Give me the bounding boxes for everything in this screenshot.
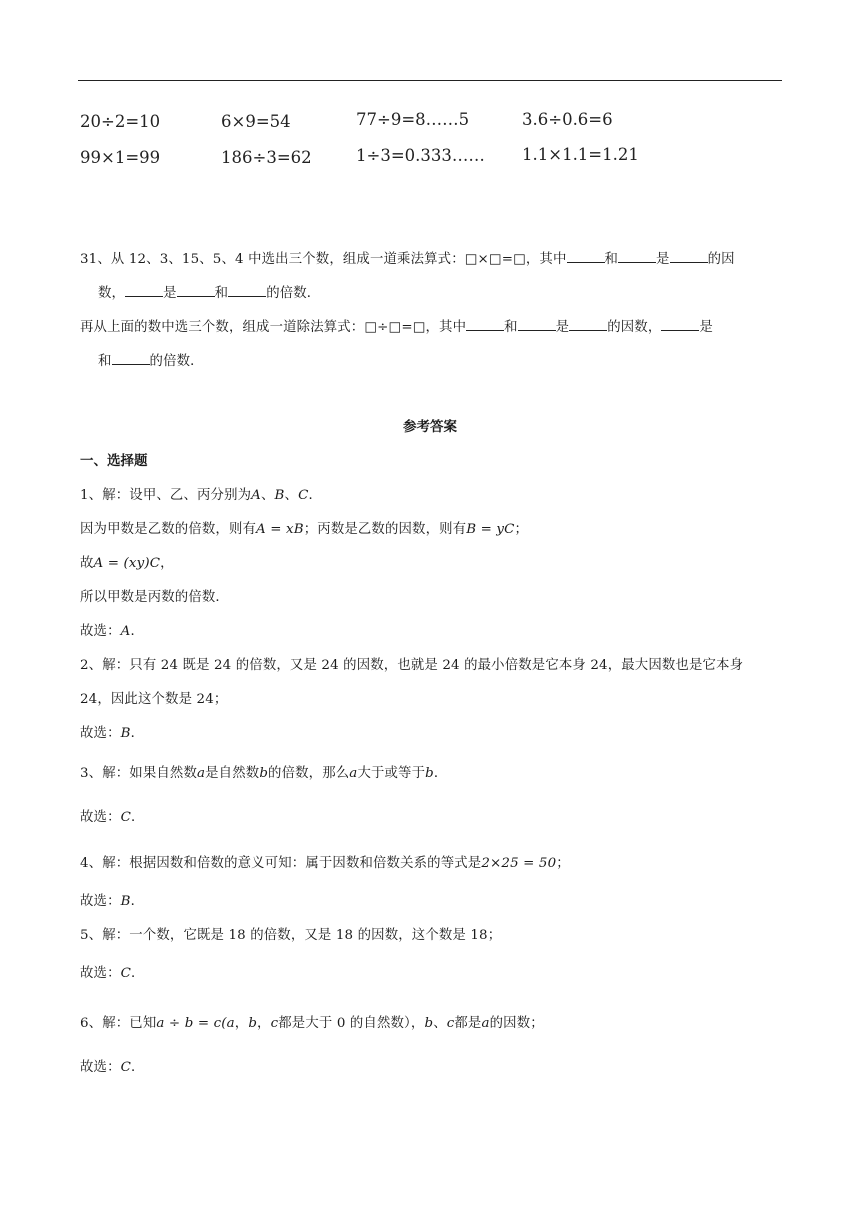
a2-line-2: 24，因此这个数是 24； — [80, 692, 228, 707]
a1-line-3: 故A = (xy)C， — [80, 556, 174, 571]
a5-choice: 故选：C． — [80, 966, 145, 981]
equation-image — [80, 104, 680, 184]
answer-blank[interactable] — [567, 250, 605, 263]
formula: a ÷ b = c(a — [156, 1016, 235, 1031]
equation: 6×9=54 — [221, 112, 291, 131]
a1-line-1: 1、解：设甲、乙、丙分别为A、B、C． — [80, 488, 323, 503]
answer-blank[interactable] — [125, 284, 163, 297]
a4-choice: 故选：B． — [80, 894, 145, 909]
header-rule — [78, 80, 782, 81]
a2-choice: 故选：B． — [80, 726, 145, 741]
answer-blank[interactable] — [177, 284, 215, 297]
a3-choice: 故选：C． — [80, 810, 145, 825]
a6-line-1: 6、解：已知a ÷ b = c(a，b，c都是大于 0 的自然数），b、c都是a的因数； — [80, 1016, 544, 1031]
answer-blank[interactable] — [661, 318, 699, 331]
answer-blank[interactable] — [518, 318, 556, 331]
a1-line-2: 因为甲数是乙数的倍数，则有A = xB；丙数是乙数的因数，则有B = yC； — [80, 522, 529, 537]
formula: A = xB — [256, 522, 304, 537]
a5-line-1: 5、解：一个数，它既是 18 的倍数，又是 18 的因数，这个数是 18； — [80, 928, 502, 943]
answer-blank[interactable] — [670, 250, 708, 263]
a6-choice: 故选：C． — [80, 1060, 145, 1075]
answer-blank[interactable] — [466, 318, 504, 331]
q31-line-1: 31、从 12、3、15、5、4 中选出三个数，组成一道乘法算式：□×□=□，其中 和 是 的因 — [80, 252, 735, 267]
q31-line-3: 再从上面的数中选三个数，组成一道除法算式：□÷□=□，其中 和 是 的因数， 是 — [80, 320, 713, 335]
equation: 1.1×1.1=1.21 — [522, 145, 639, 164]
section-heading: 一、选择题 — [80, 453, 148, 469]
equation: 186÷3=62 — [221, 148, 312, 167]
a1-choice: 故选：A． — [80, 624, 144, 639]
answer-blank[interactable] — [228, 284, 266, 297]
equation: 1÷3=0.333…… — [356, 146, 485, 165]
formula: 2×25 = 50 — [481, 856, 557, 871]
a4-line-1: 4、解：根据因数和倍数的意义可知：属于因数和倍数关系的等式是2×25 = 50； — [80, 856, 570, 871]
a3-line-1: 3、解：如果自然数a是自然数b的倍数，那么a大于或等于b． — [80, 766, 448, 781]
a2-line-1: 2、解：只有 24 既是 24 的倍数，又是 24 的因数，也就是 24 的最小倍数是它本身 24，最大因数也是它本身 — [80, 658, 744, 673]
answer-blank[interactable] — [618, 250, 656, 263]
q31-line-4: 和 的倍数． — [98, 354, 204, 369]
a1-line-4: 所以甲数是丙数的倍数． — [80, 590, 229, 605]
formula: A = (xy)C — [93, 556, 161, 571]
q31-line-2: 数， 是 和 的倍数． — [98, 286, 321, 301]
equation: 20÷2=10 — [80, 112, 161, 131]
answer-title: 参考答案 — [403, 419, 457, 435]
answer-blank[interactable] — [112, 352, 150, 365]
equation: 99×1=99 — [80, 148, 161, 167]
equation: 77÷9=8……5 — [356, 110, 470, 129]
answer-blank[interactable] — [569, 318, 607, 331]
formula: B = yC — [466, 522, 515, 537]
equation: 3.6÷0.6=6 — [522, 110, 613, 129]
